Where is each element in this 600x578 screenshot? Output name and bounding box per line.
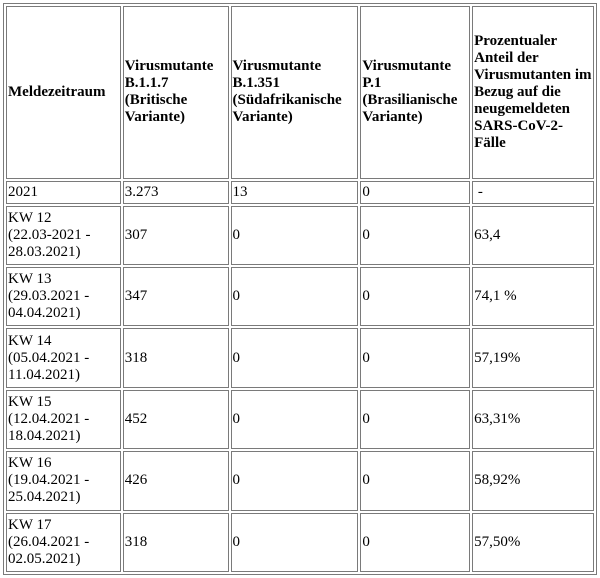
share-cell: 63,4 [472,206,594,265]
period-line: KW 17 [8,516,52,533]
b1351-cell: 0 [231,267,359,326]
period-cell [6,206,121,265]
period-line: 2021 [8,183,38,200]
table-header-row [6,6,594,179]
header-b1351: Virusmutante B.1.351 (Südafrikanische Variante) [231,6,359,179]
period-line: KW 12 [8,209,52,226]
period-line: (12.04.2021 - [8,410,90,427]
table-row [6,513,594,572]
header-meldezeitraum: Meldezeitraum [6,6,121,179]
period-line: (29.03.2021 - [8,288,90,305]
b1351-cell: 0 [231,451,359,510]
period-cell [6,451,121,510]
table-row [6,451,594,510]
b1351-cell: 0 [231,206,359,265]
share-cell: 57,19% [472,328,594,387]
period-line: KW 13 [8,271,52,288]
b117-cell: 452 [123,390,229,449]
share-cell: 58,92% [472,451,594,510]
b1351-cell: 0 [231,390,359,449]
b117-cell: 426 [123,451,229,510]
b1351-cell: 0 [231,513,359,572]
variant-table-container [3,3,597,575]
share-cell: - [472,181,594,204]
p1-cell: 0 [360,390,470,449]
b117-cell: 318 [123,328,229,387]
share-cell: 74,1 % [472,267,594,326]
table-row [6,328,594,387]
table-row [6,181,594,204]
header-share: Prozentualer Anteil der Virusmutanten im Bezug auf die neugemeldeten SARS-CoV-2-Fälle [472,6,594,179]
b1351-cell: 0 [231,328,359,387]
period-line: (26.04.2021 - [8,533,90,550]
p1-cell: 0 [360,513,470,572]
period-line: KW 14 [8,332,52,349]
p1-cell: 0 [360,267,470,326]
period-cell [6,267,121,326]
period-line: 04.04.2021) [8,305,81,322]
period-cell [6,328,121,387]
p1-cell: 0 [360,451,470,510]
period-line: 28.03.2021) [8,243,81,260]
table-row [6,390,594,449]
share-cell: 57,50% [472,513,594,572]
b117-cell: 307 [123,206,229,265]
b117-cell: 318 [123,513,229,572]
header-b117: Virusmutante B.1.1.7 (Britische Variante) [123,6,229,179]
share-cell: 63,31% [472,390,594,449]
period-cell [6,390,121,449]
period-line: KW 16 [8,455,52,472]
table-row [6,206,594,265]
b117-cell: 3.273 [123,181,229,204]
period-cell [6,181,121,204]
variant-table [3,3,597,575]
p1-cell: 0 [360,206,470,265]
period-line: 11.04.2021) [8,366,80,383]
p1-cell: 0 [360,181,470,204]
p1-cell: 0 [360,328,470,387]
period-line: 18.04.2021) [8,427,81,444]
period-line: (05.04.2021 - [8,349,90,366]
period-line: (22.03-2021 - [8,226,91,243]
b117-cell: 347 [123,267,229,326]
header-p1: Virusmutante P.1 (Brasilianische Variante) [360,6,470,179]
period-line: 25.04.2021) [8,489,81,506]
period-line: KW 15 [8,393,52,410]
table-row [6,267,594,326]
period-cell [6,513,121,572]
period-line: (19.04.2021 - [8,472,90,489]
b1351-cell: 13 [231,181,359,204]
period-line: 02.05.2021) [8,550,81,567]
